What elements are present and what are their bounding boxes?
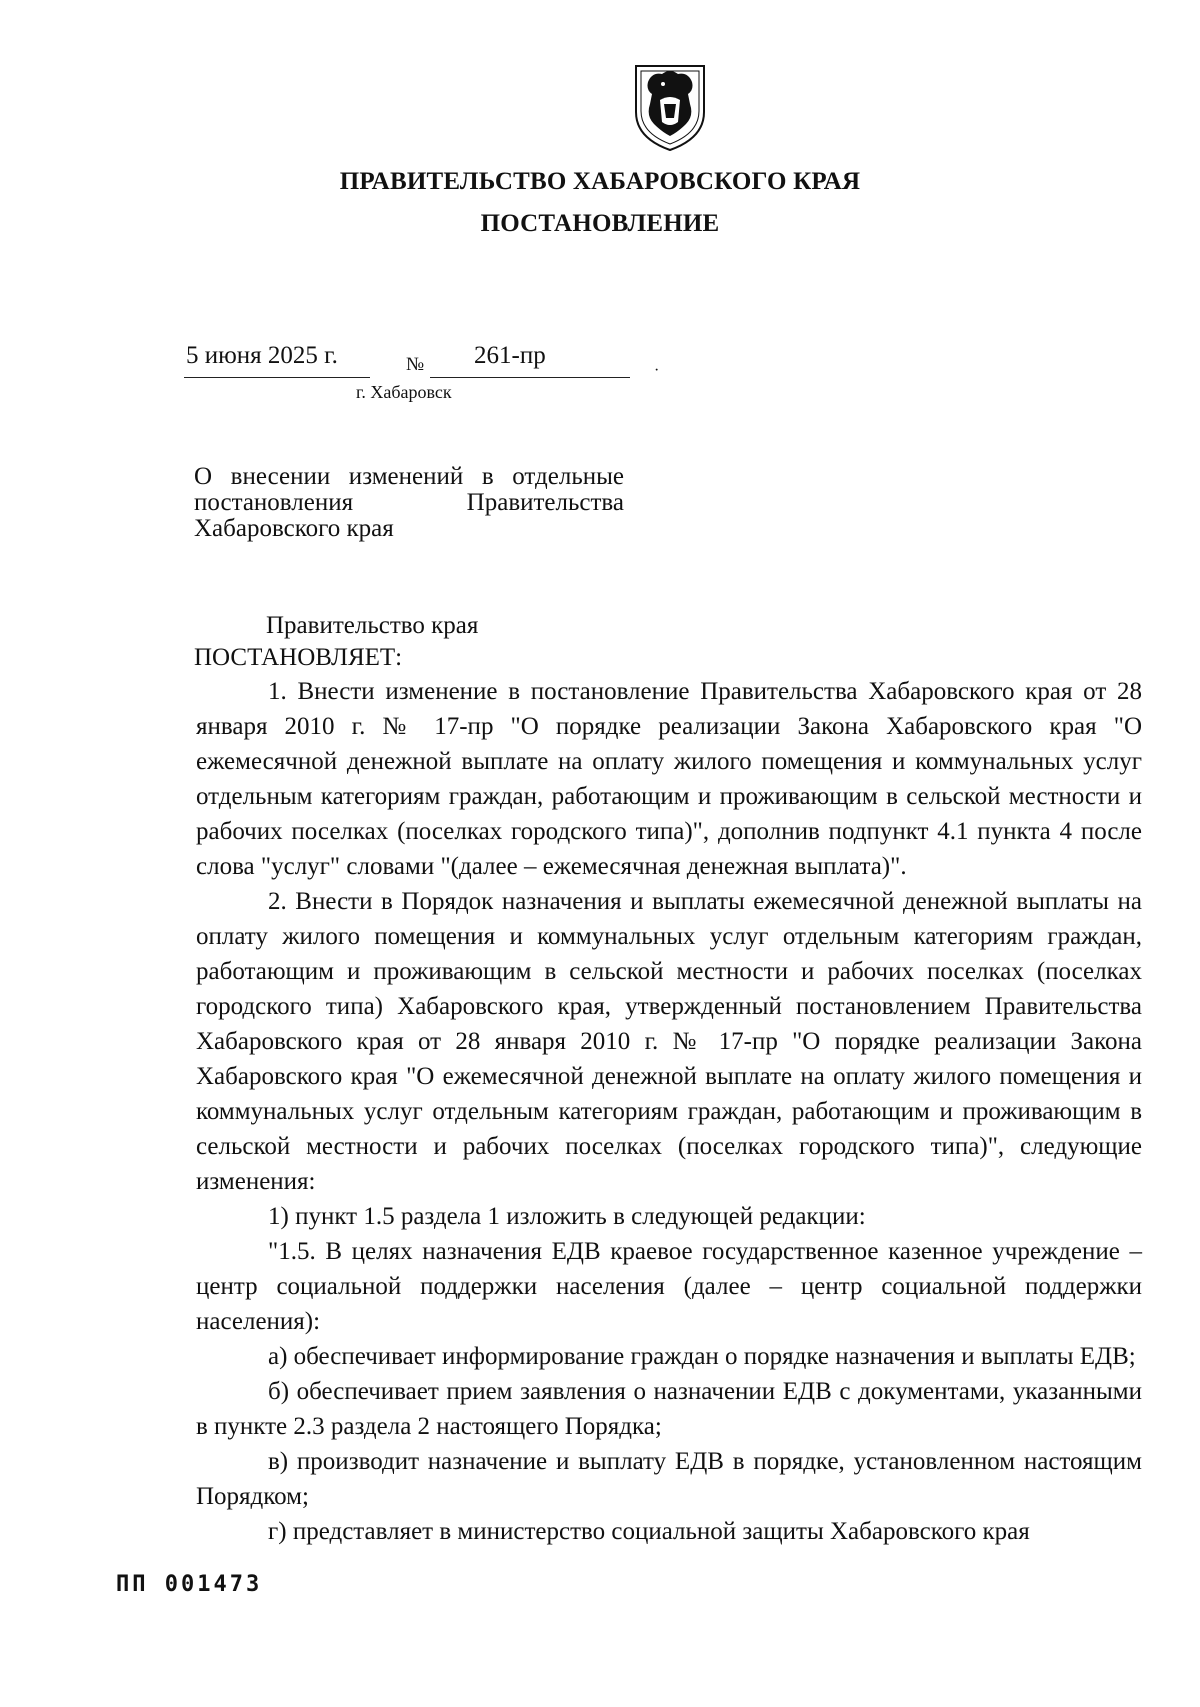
bear-shield-icon — [632, 60, 708, 154]
document-type-title: ПОСТАНОВЛЕНИЕ — [480, 210, 720, 237]
preamble: Правительство края — [266, 612, 479, 639]
decree-date: 5 июня 2025 г. — [186, 342, 338, 369]
paragraph: 1. Внести изменение в постановление Правительства Хабаровского края от 28 января 2010 г. № 17-пр "О порядке реализации Закона Хабаровского края "О ежемесячной денежной выплате на оплату жилого помещения и коммунальных услуг отдельным категориям граждан, работающим и проживающим в сельской местности и рабочих поселках (поселках городского типа)", дополнив подпункт 4.1 пункта 4 после слова "услуг" словами "(далее – ежемесячная денежная выплата)". — [196, 678, 1142, 880]
subject-line: постановления Правительства — [194, 489, 624, 516]
paragraph: в) производит назначение и выплату ЕДВ в порядке, установленном настоящим Порядком; — [196, 1448, 1142, 1510]
subject-line: О внесении изменений в отдельные — [194, 463, 624, 490]
date-underline — [184, 377, 370, 378]
form-serial-code: ПП 001473 — [116, 1572, 263, 1597]
number-sign: № — [406, 354, 425, 375]
subject-line: Хабаровского края — [194, 515, 394, 542]
paragraph: б) обеспечивает прием заявления о назначении ЕДВ с документами, указанными в пункте 2.3 раздела 2 настоящего Порядка; — [196, 1378, 1142, 1440]
decree-city: г. Хабаровск — [356, 382, 452, 402]
decree-number: 261-пр — [474, 342, 546, 369]
number-underline — [430, 377, 630, 378]
paragraph: 2. Внести в Порядок назначения и выплаты ежемесячной денежной выплаты на оплату жилого помещения и коммунальных услуг отдельным категориям граждан, работающим и проживающим в сельской местности и рабочих поселках (поселках городского типа) Хабаровского края, утвержденный постановлением Правительства Хабаровского края от 28 января 2010 г. № 17-пр "О порядке реализации Закона Хабаровского края "О ежемесячной денежной выплате на оплату жилого помещения и коммунальных услуг отдельным категориям граждан, работающим и проживающим в сельской местности и рабочих поселках (поселках городского типа)", следующие изменения: — [196, 888, 1142, 1195]
paragraph: 1) пункт 1.5 раздела 1 изложить в следующей редакции: — [268, 1203, 866, 1230]
paragraph: г) представляет в министерство социальной защиты Хабаровского края — [268, 1518, 1030, 1545]
decree-subject — [194, 464, 624, 542]
decree-body — [196, 674, 1142, 1549]
coat-of-arms-emblem — [632, 60, 708, 154]
government-title: ПРАВИТЕЛЬСТВО ХАБАРОВСКОГО КРАЯ — [339, 168, 861, 195]
paragraph: "1.5. В целях назначения ЕДВ краевое государственное казенное учреждение – центр социальной поддержки населения (далее – центр социальной поддержки населения): — [196, 1238, 1142, 1335]
decree-word: ПОСТАНОВЛЯЕТ: — [194, 644, 403, 671]
paragraph: а) обеспечивает информирование граждан о порядке назначения и выплаты ЕДВ; — [268, 1343, 1136, 1370]
scan-dot: · — [654, 362, 660, 379]
